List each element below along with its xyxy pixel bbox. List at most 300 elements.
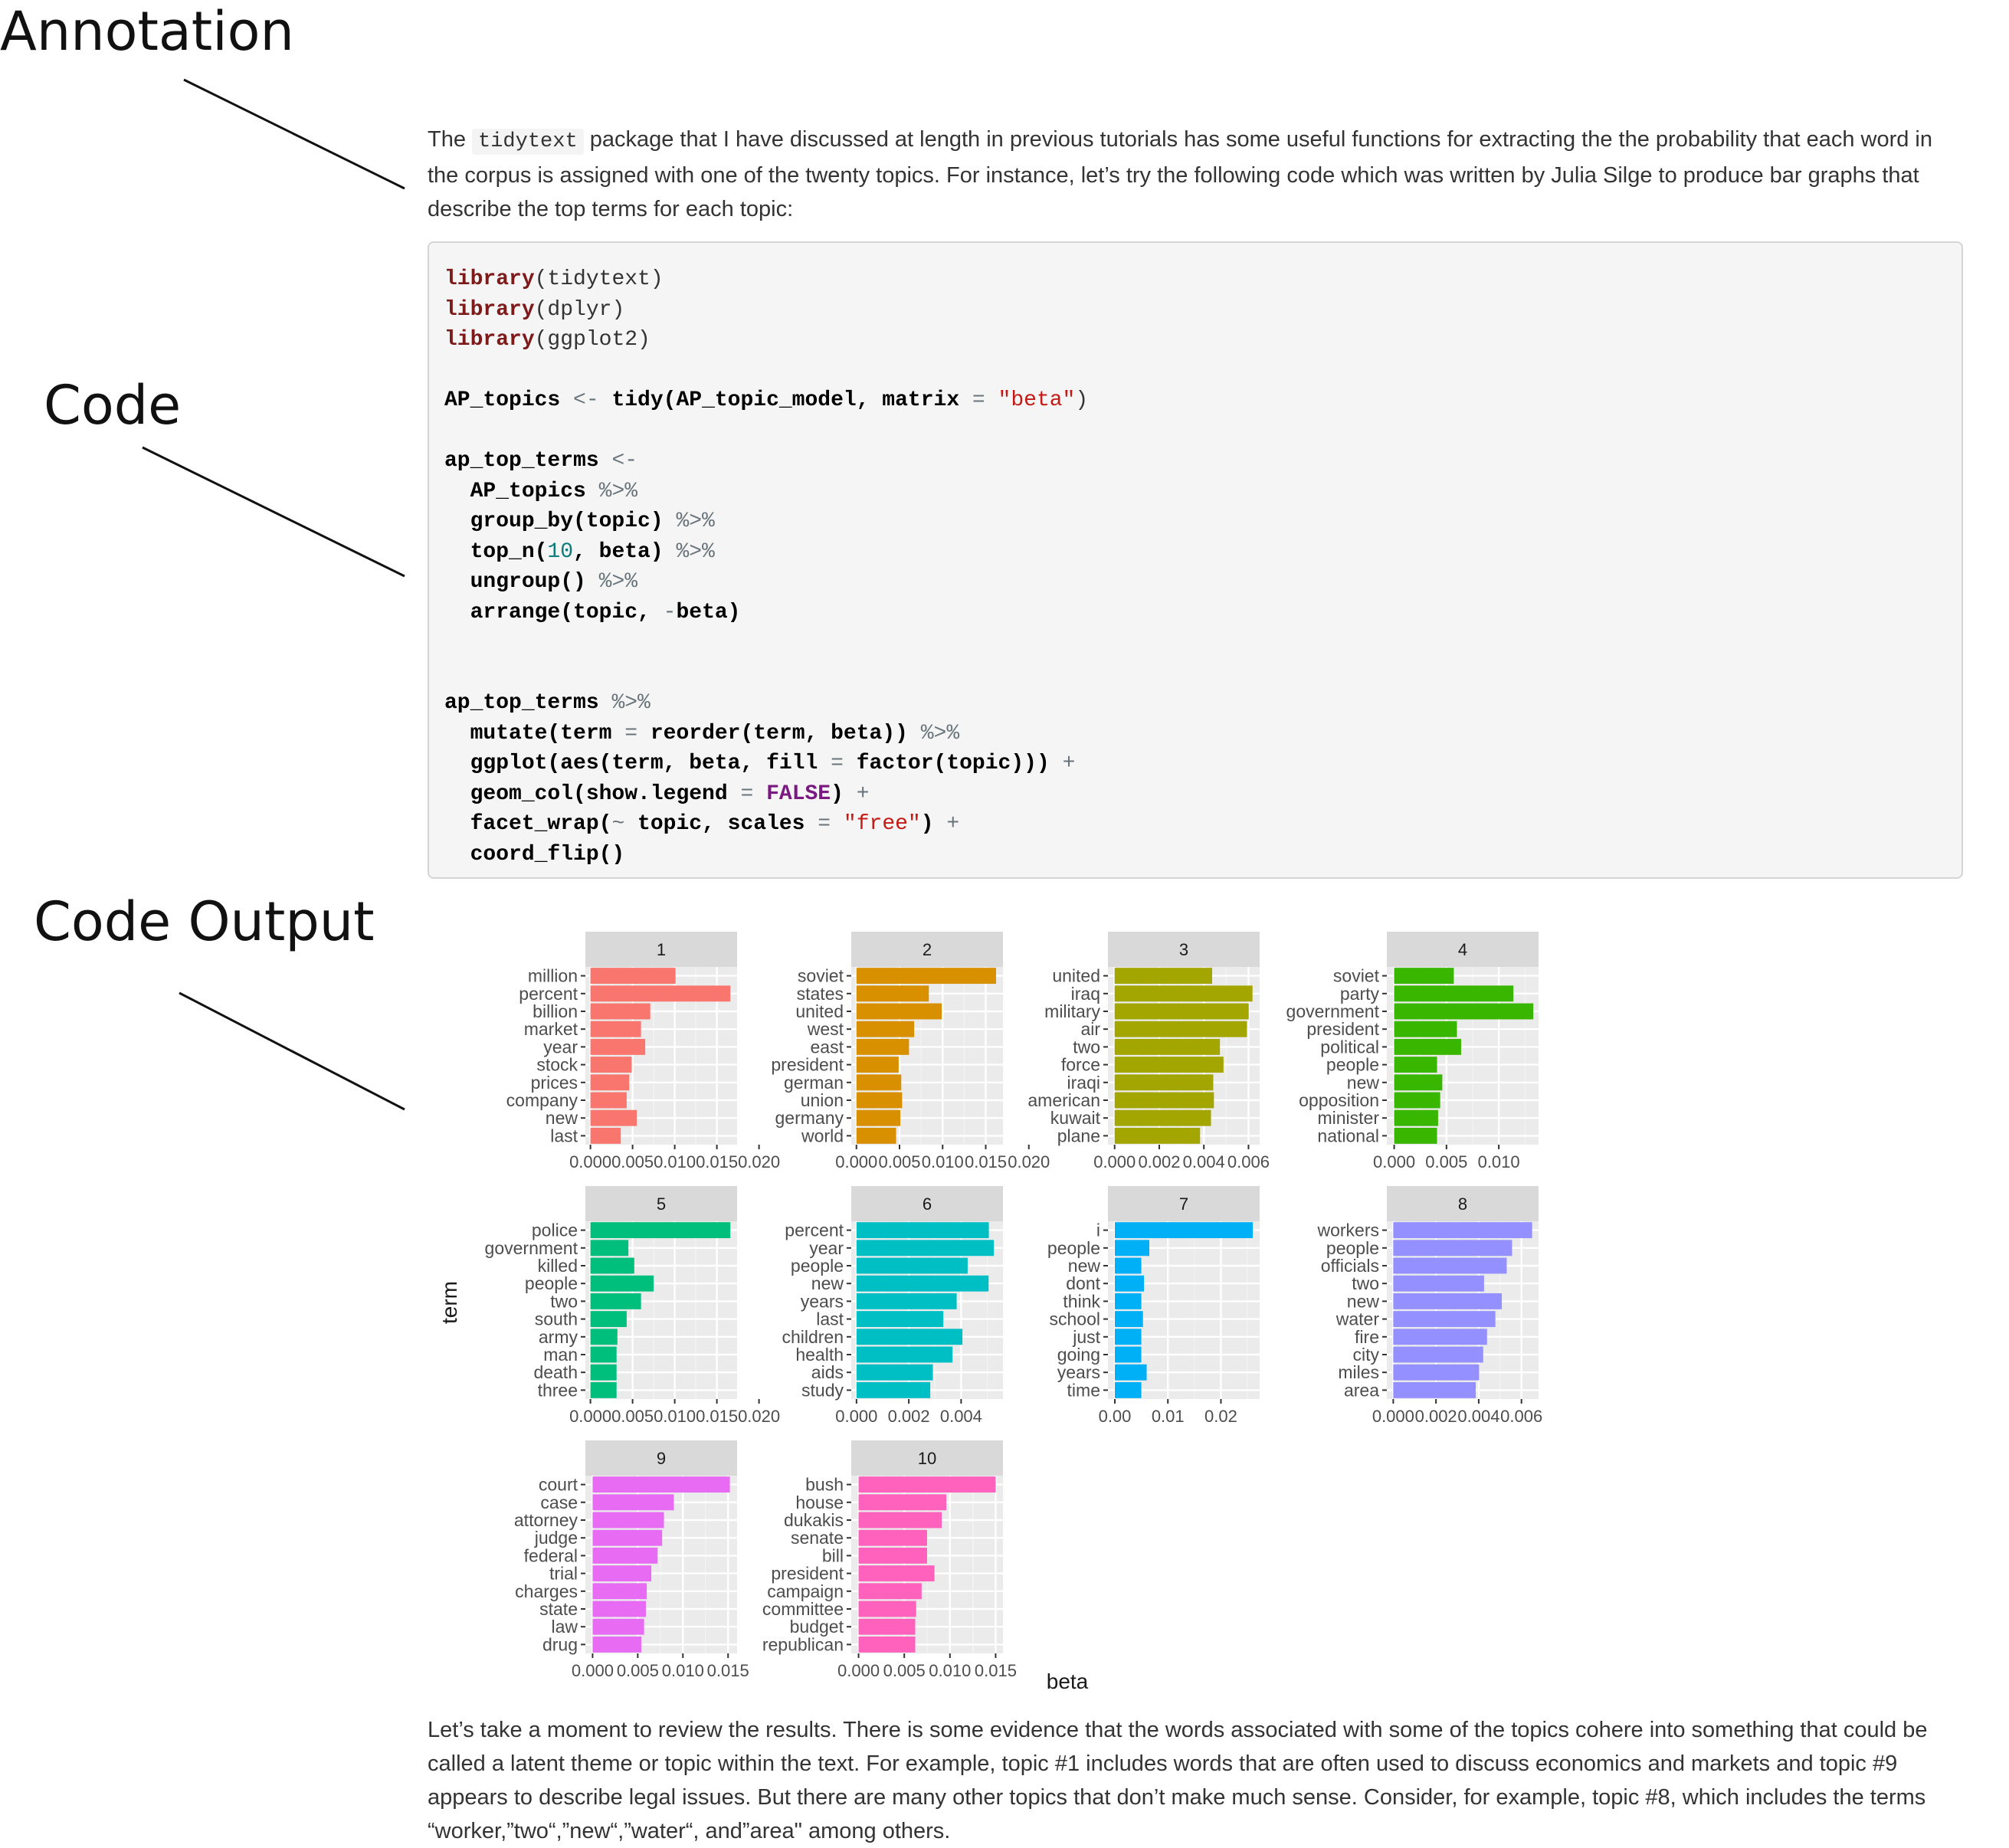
callout-lines — [0, 0, 429, 1119]
bar — [857, 1093, 903, 1109]
bar — [859, 1512, 942, 1529]
term-label: united — [795, 1001, 844, 1021]
annotation-label: Annotation — [0, 0, 294, 63]
term-label: law — [551, 1617, 578, 1637]
bar — [859, 1548, 927, 1564]
x-tick-label: 0.000 — [569, 1152, 612, 1171]
bar — [1115, 1240, 1149, 1256]
bar — [1115, 1258, 1142, 1274]
bar — [591, 1110, 637, 1126]
bar — [1393, 1222, 1532, 1238]
term-label: soviet — [797, 965, 844, 986]
x-tick-label: 0.015 — [696, 1152, 739, 1171]
term-label: new — [811, 1273, 844, 1294]
x-tick-label: 0.006 — [1227, 1152, 1270, 1171]
term-label: school — [1049, 1309, 1100, 1329]
x-tick-label: 0.000 — [837, 1661, 880, 1680]
bar — [592, 1565, 651, 1581]
code-keyword: library — [444, 297, 535, 322]
term-label: officials — [1320, 1256, 1379, 1276]
bar — [857, 1258, 968, 1274]
term-label: military — [1044, 1001, 1100, 1021]
term-label: judge — [534, 1528, 578, 1548]
code-line — [444, 480, 637, 503]
code-text: geom_col(show.legend — [444, 781, 741, 806]
term-label: federal — [523, 1545, 578, 1566]
term-label: political — [1320, 1037, 1379, 1057]
code-operator: + — [856, 781, 870, 806]
term-label: state — [539, 1599, 578, 1619]
code-constant: FALSE — [766, 781, 831, 806]
code-line — [444, 601, 740, 624]
bar — [1395, 1021, 1457, 1037]
code-line — [444, 328, 651, 352]
code-keyword: library — [444, 328, 535, 352]
intro-text-before: The — [428, 127, 473, 152]
code-text: ggplot(aes(term, beta, fill — [444, 752, 831, 775]
term-label: army — [538, 1326, 578, 1347]
term-label: stock — [536, 1054, 578, 1075]
code-text: ap_top_terms — [444, 691, 612, 715]
term-label: area — [1343, 1380, 1379, 1401]
bar — [591, 1128, 621, 1144]
x-tick-label: 0.000 — [571, 1661, 614, 1680]
term-label: president — [771, 1054, 844, 1075]
bar — [857, 1382, 930, 1398]
bar — [857, 1057, 899, 1073]
term-label: states — [796, 983, 844, 1004]
bar — [857, 1128, 896, 1144]
bar — [1115, 1128, 1201, 1144]
term-label: minister — [1317, 1108, 1379, 1129]
term-label: iraq — [1070, 983, 1100, 1004]
bar — [1115, 1074, 1214, 1090]
code-operator: = — [818, 812, 831, 836]
code-pipe: %>% — [920, 721, 960, 745]
code-line — [444, 812, 959, 836]
bar — [1395, 1074, 1443, 1090]
term-label: plane — [1057, 1126, 1100, 1146]
bar — [1115, 1382, 1142, 1398]
bar — [857, 985, 929, 1001]
bar — [1115, 1276, 1144, 1292]
code-operator: ~ — [611, 812, 625, 836]
term-label: company — [506, 1090, 578, 1110]
code-text: AP_topics — [444, 479, 599, 503]
term-label: government — [1286, 1001, 1379, 1021]
code-text: tidy(AP_topic_model, matrix — [598, 388, 972, 412]
code-operator: = — [972, 388, 985, 412]
term-label: east — [810, 1037, 844, 1057]
bar — [1393, 1329, 1486, 1345]
term-label: year — [809, 1237, 844, 1258]
term-label: going — [1057, 1345, 1100, 1365]
term-label: case — [540, 1492, 578, 1512]
bar — [859, 1619, 916, 1635]
term-label: water — [1336, 1309, 1379, 1329]
x-tick-label: 0.000 — [1372, 1407, 1414, 1426]
term-label: bush — [805, 1474, 844, 1495]
facet-strip-label: 8 — [1457, 1194, 1468, 1214]
bar — [591, 1240, 629, 1256]
code-block — [428, 241, 1963, 879]
term-label: time — [1067, 1380, 1100, 1401]
bar — [1115, 968, 1212, 984]
x-tick-label: 0.002 — [887, 1407, 930, 1426]
code-text: (tidytext) — [534, 267, 664, 291]
bar — [1393, 1365, 1479, 1381]
term-label: new — [545, 1108, 578, 1129]
term-label: health — [795, 1345, 844, 1365]
bar — [857, 1365, 933, 1381]
code-text: , beta) — [573, 539, 677, 564]
x-tick-label: 0.020 — [1008, 1152, 1050, 1171]
term-label: people — [790, 1256, 844, 1276]
bar — [592, 1637, 641, 1653]
bar — [859, 1494, 947, 1510]
x-tick-label: 0.01 — [1151, 1407, 1185, 1426]
x-tick-label: 0.000 — [835, 1407, 878, 1426]
bar — [1115, 1057, 1224, 1073]
term-label: percent — [519, 983, 578, 1004]
x-tick-label: 0.005 — [878, 1152, 921, 1171]
facet-strip-label: 3 — [1178, 940, 1189, 959]
x-tick-label: 0.000 — [1093, 1152, 1136, 1171]
bar — [591, 1276, 654, 1292]
x-tick-label: 0.015 — [696, 1407, 739, 1426]
term-label: charges — [515, 1581, 578, 1601]
term-label: national — [1317, 1126, 1379, 1146]
x-tick-label: 0.006 — [1500, 1407, 1543, 1426]
bar — [1395, 1110, 1438, 1126]
term-label: union — [800, 1090, 844, 1110]
term-label: dukakis — [784, 1510, 844, 1530]
intro-paragraph — [428, 123, 1952, 226]
bar — [857, 1293, 957, 1309]
bar — [591, 1311, 627, 1327]
term-label: committee — [762, 1599, 844, 1619]
bar — [592, 1583, 647, 1599]
term-label: dont — [1066, 1273, 1100, 1294]
code-text: arrange(topic, — [444, 600, 664, 624]
term-label: aids — [811, 1362, 844, 1383]
term-label: west — [807, 1019, 844, 1040]
x-tick-label: 0.015 — [706, 1661, 749, 1680]
code-line — [444, 388, 1088, 412]
bar — [857, 1276, 988, 1292]
code-line — [444, 691, 651, 715]
code-string: "free" — [843, 812, 921, 836]
term-label: years — [1057, 1362, 1100, 1383]
term-label: city — [1352, 1345, 1379, 1365]
term-label: germany — [775, 1108, 844, 1129]
bar — [859, 1565, 935, 1581]
code-label: Code — [44, 374, 182, 437]
bar — [1395, 1128, 1437, 1144]
bar — [591, 1258, 634, 1274]
bar — [857, 1004, 942, 1020]
bar — [857, 1074, 902, 1090]
code-text: (ggplot2) — [534, 328, 651, 352]
term-label: senate — [790, 1528, 844, 1548]
code-text: AP_topics — [444, 388, 574, 412]
code-string: "beta" — [998, 388, 1076, 412]
code-text: ungroup() — [444, 570, 599, 594]
topic-terms-chart — [414, 896, 1578, 1709]
code-text: mutate(term — [444, 721, 625, 745]
code-line — [444, 298, 624, 322]
term-label: new — [1067, 1256, 1100, 1276]
x-tick-label: 0.005 — [883, 1661, 926, 1680]
bar — [592, 1494, 673, 1510]
code-line — [444, 570, 637, 594]
term-label: people — [1047, 1237, 1100, 1258]
code-line — [444, 843, 624, 867]
facet-strip-label: 1 — [656, 940, 667, 959]
code-line — [444, 782, 870, 806]
closing-paragraph: Let’s take a moment to review the results. There is some evidence that the words associated with some of the topics cohere into something that could be called a latent theme or topic within the text. For example, topic #1 includes words that are often used to discuss economics and markets and topic #9 appears to describe legal issues. But there are many other topics that don’t make much sense. Consider, for example, topic #8, which includes the terms “worker,”two“,”new“,”water“, and”area" among others. — [428, 1718, 1928, 1843]
bar — [859, 1530, 927, 1546]
bar — [592, 1530, 662, 1546]
bar — [1115, 1329, 1142, 1345]
code-operator: = — [831, 752, 844, 775]
term-label: people — [524, 1273, 578, 1294]
bar — [1115, 1365, 1147, 1381]
code-output-label: Code Output — [34, 890, 375, 953]
x-tick-label: 0.00 — [1098, 1407, 1132, 1426]
bar — [1115, 985, 1253, 1001]
bar — [591, 1293, 641, 1309]
term-label: two — [1352, 1273, 1379, 1294]
term-label: think — [1063, 1291, 1100, 1312]
bar — [1395, 1093, 1440, 1109]
x-tick-label: 0.010 — [661, 1661, 704, 1680]
code-operator: + — [1062, 752, 1076, 775]
code-line — [444, 267, 664, 291]
x-tick-label: 0.005 — [611, 1407, 654, 1426]
code-pipe: %>% — [676, 510, 715, 533]
term-label: two — [1073, 1037, 1100, 1057]
term-label: just — [1073, 1326, 1100, 1347]
x-tick-label: 0.000 — [835, 1152, 878, 1171]
term-label: kuwait — [1050, 1108, 1100, 1129]
bar — [591, 1021, 641, 1037]
bar — [857, 1021, 914, 1037]
facet-strip-label: 2 — [922, 940, 932, 959]
code-pipe: %>% — [676, 539, 715, 564]
bar — [1395, 985, 1514, 1001]
bar — [591, 968, 676, 984]
term-label: south — [534, 1309, 578, 1329]
bar — [857, 1347, 952, 1363]
term-label: soviet — [1332, 965, 1379, 986]
x-tick-label: 0.010 — [1477, 1152, 1520, 1171]
facet-strip-label: 6 — [922, 1194, 932, 1214]
code-text: facet_wrap( — [444, 812, 612, 836]
bar — [591, 1329, 618, 1345]
facet-strip-label: 9 — [656, 1449, 667, 1468]
bar — [1393, 1311, 1495, 1327]
code-output-pointer-line — [179, 993, 405, 1109]
code-line — [444, 540, 715, 564]
bar — [591, 1004, 651, 1020]
term-label: government — [484, 1237, 578, 1258]
bar — [591, 1365, 617, 1381]
facet-strip-label: 10 — [917, 1449, 937, 1468]
bar — [1115, 1021, 1247, 1037]
bar — [857, 1311, 943, 1327]
term-label: workers — [1317, 1220, 1379, 1240]
bar — [1393, 1347, 1483, 1363]
x-tick-label: 0.005 — [616, 1661, 659, 1680]
bar — [1395, 1004, 1534, 1020]
bar — [591, 1093, 627, 1109]
code-operator: <- — [573, 388, 599, 412]
code-text: (dplyr) — [534, 297, 625, 322]
term-label: miles — [1338, 1362, 1379, 1383]
term-label: party — [1339, 983, 1379, 1004]
bar — [857, 968, 996, 984]
bar — [1115, 1110, 1211, 1126]
term-label: last — [816, 1309, 844, 1329]
term-label: budget — [789, 1617, 844, 1637]
code-line — [444, 510, 715, 533]
code-text: top_n( — [444, 539, 548, 564]
bar — [1115, 1093, 1214, 1109]
code-text: group_by(topic) — [444, 510, 677, 533]
x-tick-label: 0.004 — [1182, 1152, 1225, 1171]
term-label: new — [1346, 1291, 1379, 1312]
bar — [857, 1329, 962, 1345]
x-tick-label: 0.004 — [1457, 1407, 1500, 1426]
bar — [857, 1222, 989, 1238]
term-label: opposition — [1299, 1090, 1379, 1110]
code-operator: = — [740, 781, 754, 806]
code-text: reorder(term, beta)) — [637, 721, 921, 745]
term-label: fire — [1355, 1326, 1379, 1347]
bar — [1393, 1293, 1502, 1309]
bar — [591, 1057, 632, 1073]
annotation-pointer-line — [184, 80, 405, 188]
code-operator: = — [624, 721, 638, 745]
x-tick-label: 0.010 — [654, 1407, 696, 1426]
x-tick-label: 0.015 — [974, 1661, 1017, 1680]
term-label: american — [1027, 1090, 1100, 1110]
x-tick-label: 0.010 — [654, 1152, 696, 1171]
code-pipe: %>% — [598, 479, 638, 503]
term-label: republican — [762, 1634, 844, 1655]
x-axis-title: beta — [1046, 1669, 1089, 1693]
x-tick-label: 0.020 — [738, 1407, 781, 1426]
term-label: man — [543, 1345, 578, 1365]
term-label: two — [550, 1291, 578, 1312]
bar — [859, 1583, 922, 1599]
bar — [592, 1548, 657, 1564]
term-label: death — [533, 1362, 578, 1383]
term-label: million — [527, 965, 578, 986]
bar — [1393, 1258, 1506, 1274]
term-label: killed — [537, 1256, 578, 1276]
bar — [591, 1039, 646, 1055]
bar — [1393, 1240, 1512, 1256]
code-text: ) — [1075, 388, 1089, 412]
term-label: prices — [530, 1072, 578, 1093]
x-tick-label: 0.005 — [611, 1152, 654, 1171]
x-tick-label: 0.010 — [921, 1152, 964, 1171]
code-text: factor(topic))) — [843, 752, 1063, 775]
x-tick-label: 0.005 — [1425, 1152, 1468, 1171]
term-label: market — [523, 1019, 578, 1040]
term-label: united — [1052, 965, 1100, 986]
bar — [1393, 1382, 1476, 1398]
x-tick-label: 0.002 — [1138, 1152, 1181, 1171]
bar — [859, 1637, 916, 1653]
x-tick-label: 0.004 — [939, 1407, 982, 1426]
bar — [592, 1476, 729, 1492]
code-operator: + — [946, 812, 960, 836]
y-axis-title: term — [438, 1281, 461, 1324]
term-label: trial — [549, 1563, 578, 1584]
term-label: years — [800, 1291, 844, 1312]
bar — [592, 1601, 646, 1617]
term-label: court — [538, 1474, 578, 1495]
bar — [591, 1074, 630, 1090]
x-tick-label: 0.010 — [929, 1661, 972, 1680]
term-label: german — [784, 1072, 844, 1093]
facet-strip-label: 4 — [1457, 940, 1468, 959]
term-label: billion — [533, 1001, 578, 1021]
term-label: world — [801, 1126, 844, 1146]
term-label: people — [1326, 1054, 1379, 1075]
term-label: house — [795, 1492, 844, 1512]
facet-strip-label: 7 — [1178, 1194, 1189, 1214]
code-text: ) — [831, 781, 857, 806]
code-pipe: %>% — [611, 691, 651, 715]
code-keyword: library — [444, 267, 535, 291]
term-label: children — [782, 1326, 844, 1347]
code-text: topic, scales — [624, 812, 818, 836]
term-label: people — [1326, 1237, 1379, 1258]
bar — [1393, 1276, 1484, 1292]
bar — [591, 1222, 731, 1238]
term-label: three — [537, 1380, 578, 1401]
x-tick-label: 0.000 — [569, 1407, 612, 1426]
inline-code-tidytext: tidytext — [472, 129, 584, 155]
bar — [1395, 1057, 1437, 1073]
bar — [1115, 1293, 1142, 1309]
facet-strip-label: 5 — [656, 1194, 667, 1214]
code-listing — [429, 243, 1961, 870]
term-label: force — [1060, 1054, 1100, 1075]
term-label: study — [801, 1380, 844, 1401]
x-tick-label: 0.020 — [738, 1152, 781, 1171]
bar — [1115, 1004, 1249, 1020]
code-pipe: %>% — [598, 570, 638, 594]
x-tick-label: 0.02 — [1204, 1407, 1237, 1426]
term-label: last — [550, 1126, 578, 1146]
code-text: coord_flip() — [444, 842, 625, 867]
x-tick-label: 0.015 — [964, 1152, 1008, 1171]
bar — [591, 1382, 617, 1398]
term-label: drug — [542, 1634, 578, 1655]
bar — [591, 985, 731, 1001]
bar — [1115, 1222, 1253, 1238]
term-label: attorney — [513, 1510, 578, 1530]
term-label: air — [1080, 1019, 1100, 1040]
code-text: beta) — [676, 600, 741, 624]
term-label: president — [771, 1563, 844, 1584]
bar — [857, 1240, 994, 1256]
